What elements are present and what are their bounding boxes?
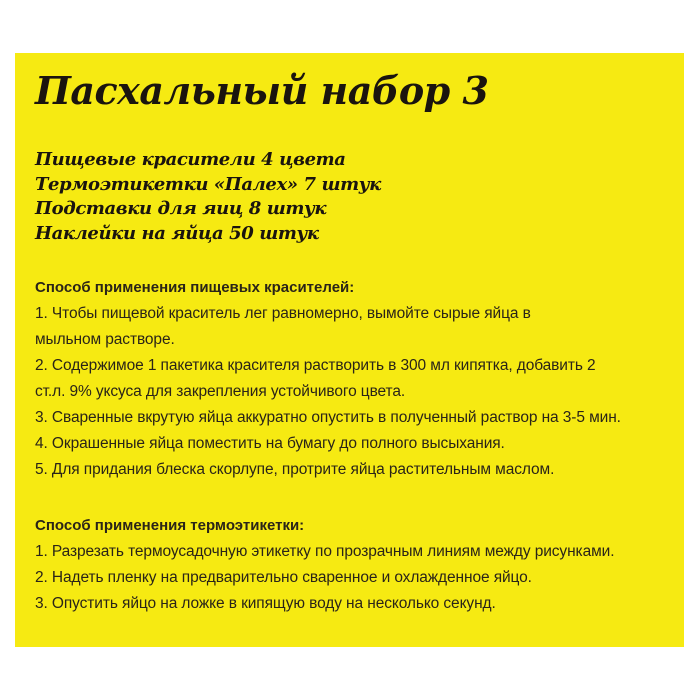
instruction-step: 4. Окрашенные яйца поместить на бумагу до полного высыхания.	[35, 435, 505, 452]
instruction-step: 3. Опустить яйцо на ложке в кипящую воду на несколько секунд.	[35, 595, 496, 612]
product-title: Пасхальный набор 3	[35, 68, 489, 113]
instruction-step: 1. Чтобы пищевой краситель лег равномерно, вымойте сырые яйца в мыльном растворе.	[35, 305, 531, 348]
section-heading: Способ применения пищевых красителей:	[35, 279, 355, 296]
instruction-steps	[35, 539, 675, 617]
instruction-step: 2. Содержимое 1 пакетика красителя растворить в 300 мл кипятка, добавить 2 ст.л. 9% уксуса для закрепления устойчивого цвета.	[35, 357, 596, 400]
instruction-step: 3. Сваренные вкрутую яйца аккуратно опустить в полученный раствор на 3-5 мин.	[35, 409, 621, 426]
instruction-step: 1. Разрезать термоусадочную этикетку по прозрачным линиям между рисунками.	[35, 543, 615, 560]
thermo-label-instructions	[35, 513, 675, 617]
instruction-steps	[35, 301, 675, 483]
section-heading: Способ применения термоэтикетки:	[35, 517, 305, 534]
instruction-step: 5. Для придания блеска скорлупе, протрите яйца растительным маслом.	[35, 461, 555, 478]
kit-item: Подставки для яиц 8 штук	[35, 198, 327, 219]
instruction-step: 2. Надеть пленку на предварительно сваренное и охлажденное яйцо.	[35, 569, 532, 586]
kit-item: Термоэтикетки «Палех» 7 штук	[35, 173, 381, 195]
kit-item: Пищевые красители 4 цвета	[35, 149, 346, 170]
product-info-card	[15, 53, 684, 647]
kit-item: Наклейки на яйца 50 штук	[35, 222, 319, 244]
kit-contents-list	[35, 148, 381, 246]
food-dye-instructions	[35, 275, 675, 483]
